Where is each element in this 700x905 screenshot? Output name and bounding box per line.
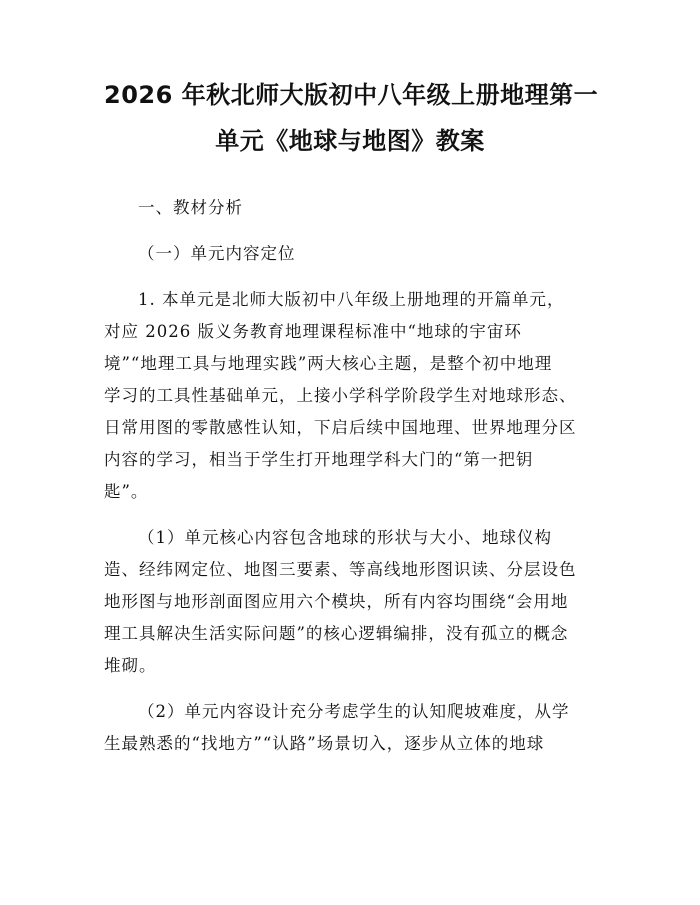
text-line: 理工具解决生活实际问题”的核心逻辑编排，没有孤立的概念 bbox=[104, 624, 569, 643]
text-line: 堆砌。 bbox=[104, 656, 157, 675]
paragraph bbox=[104, 522, 596, 682]
paragraph bbox=[104, 696, 596, 760]
text-line: （2）单元内容设计充分考虑学生的认知爬坡难度，从学 bbox=[138, 702, 570, 721]
section-heading: 一、教材分析 bbox=[138, 198, 243, 217]
subsection-heading: （一）单元内容定位 bbox=[138, 244, 296, 263]
title-line: 2026 年秋北师大版初中八年级上册地理第一 bbox=[104, 81, 599, 109]
text-line: 生最熟悉的“找地方”“认路”场景切入，逐步从立体的地球 bbox=[104, 734, 545, 753]
text-line: 对应 2026 版义务教育地理课程标准中“地球的宇宙环 bbox=[104, 322, 522, 341]
document-title bbox=[104, 72, 599, 164]
text-line: 内容的学习，相当于学生打开地理学科大门的“第一把钥 bbox=[104, 450, 534, 469]
text-line: 匙”。 bbox=[104, 482, 149, 501]
text-line: 学习的工具性基础单元，上接小学科学阶段学生对地球形态、 bbox=[104, 386, 577, 405]
text-line: 境”“地理工具与地理实践”两大核心主题，是整个初中地理 bbox=[104, 354, 553, 373]
text-line: 造、经纬网定位、地图三要素、等高线地形图识读、分层设色 bbox=[104, 560, 577, 579]
paragraph bbox=[104, 284, 596, 508]
text-line: 日常用图的零散感性认知，下启后续中国地理、世界地理分区 bbox=[104, 418, 577, 437]
text-line: 地形图与地形剖面图应用六个模块，所有内容均围绕“会用地 bbox=[104, 592, 569, 611]
title-line: 单元《地球与地图》教案 bbox=[215, 127, 485, 155]
text-line: 1. 本单元是北师大版初中八年级上册地理的开篇单元， bbox=[138, 290, 565, 309]
document-body bbox=[104, 192, 596, 760]
text-line: （1）单元核心内容包含地球的形状与大小、地球仪构 bbox=[138, 528, 552, 547]
